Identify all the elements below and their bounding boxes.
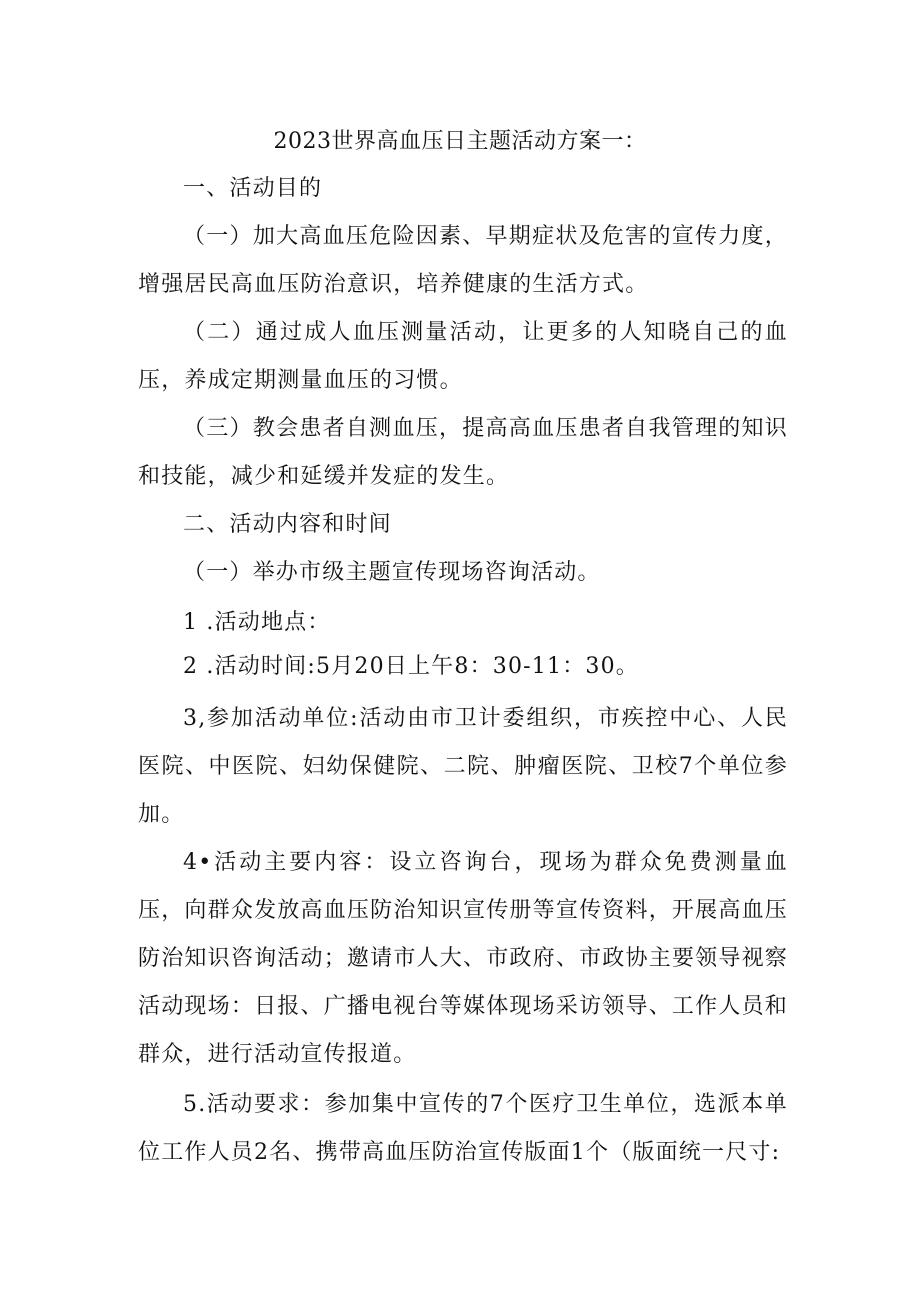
paragraph-purpose-3: （三）教会患者自测血压，提高高血压患者自我管理的知识和技能，减少和延缓并发症的发生。: [138, 416, 788, 489]
item-requirements: 5.活动要求：参加集中宣传的7个医疗卫生单位，选派本单位工作人员2名、携带高血压防治宣传版面1个（版面统一尺寸:: [138, 1092, 788, 1165]
item-units: 3,参加活动单位:活动由市卫计委组织，市疾控中心、人民医院、中医院、妇幼保健院、二院、肿瘤医院、卫校7个单位参加。: [138, 706, 788, 827]
section-heading-purpose: 一、活动目的: [183, 176, 323, 201]
item-time: 2 .活动时间:5月20日上午8：30-11：30。: [183, 654, 640, 679]
paragraph-purpose-2: （二）通过成人血压测量活动，让更多的人知晓自己的血压，养成定期测量血压的习惯。: [138, 320, 788, 393]
subsection-city-event: （一）举办市级主题宣传现场咨询活动。: [183, 560, 601, 585]
document-title: 2023世界高血压日主题活动方案一：: [273, 129, 647, 154]
section-heading-content: 二、活动内容和时间: [183, 512, 392, 537]
paragraph-purpose-1: （一）加大高血压危险因素、早期症状及危害的宣传力度，增强居民高血压防治意识，培养健康的生活方式。: [138, 224, 788, 297]
item-location: 1 .活动地点：: [183, 610, 331, 635]
item-main-content: 4•活动主要内容：设立咨询台，现场为群众免费测量血压，向群众发放高血压防治知识宣传册等宣传资料，开展高血压防治知识咨询活动；邀请市人大、市政府、市政协主要领导视察活动现场：日报、广播电视台等媒体现场采访领导、工作人员和群众，进行活动宣传报道。: [138, 850, 788, 1067]
